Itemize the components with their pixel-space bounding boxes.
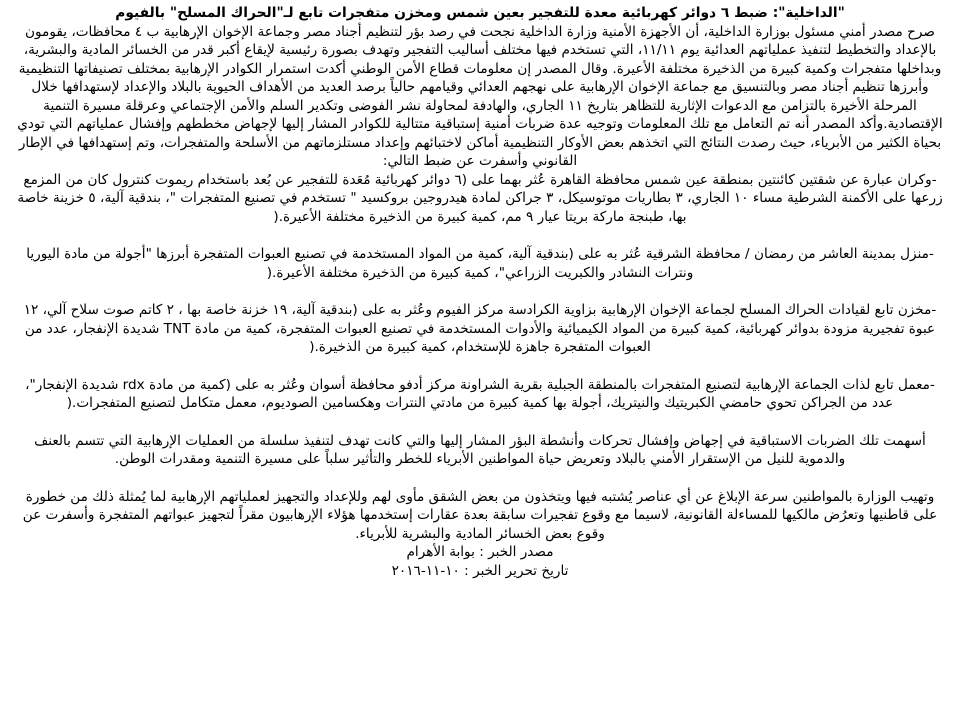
article-conclusion: أسهمت تلك الضربات الاستباقية في إجهاض وإفشال تحركات وأنشطة البؤر المشار إليها والتي كانت تهدف لتنفيذ سلسلة من العمليات الإرهابية التي تتسم بالعنف والدموية للنيل من الإستقرار الأمني بالبلاد وتعريض حياة المواطنين الأبرياء للخطر والتأثير سلباً على مسيرة التنمية ومقدرات الوطن.	[34, 432, 926, 467]
spacer	[14, 469, 946, 488]
spacer	[14, 413, 946, 432]
article-date: تاريخ تحرير الخبر : ١٠-١١-٢٠١٦	[391, 562, 569, 579]
spacer	[14, 282, 946, 301]
spacer	[14, 357, 946, 376]
article-title: "الداخلية": ضبط ٦ دوائر كهربائية معدة للتفجير بعين شمس ومخزن متفجرات تابع لـ"الحراك المسلح" بالفيوم	[115, 5, 845, 21]
seizure-item-ain-shams: -وكران عبارة عن شقتين كائنتين بمنطقة عين شمس محافظة القاهرة عُثر بهما على (٦ دوائر كهربائية مُعَدة للتفجير عن بُعد باستخدام ريموت كنترول كان من المزمع زرعها على الأكمنة الشرطية مساء ١٠ الجاري، ٣ بطاريات موتوسيكل، ٣ جراكن لمادة هيدروجين بروكسيد " تستخدم في تصنيع المتفجرات "، بندقية آلية، ٥ خزينة خاصة بها، طبنجة ماركة بريتا عيار ٩ مم، كمية كبيرة من الذخيرة مختلفة الأعيرة.(	[17, 171, 943, 225]
seizure-item-aswan: -معمل تابع لذات الجماعة الإرهابية لتصنيع المتفجرات بالمنطقة الجبلية بقرية الشراونة مركز أدفو محافظة أسوان وعُثر به على (كمية من مادة rdx شديدة الإنفجار"، عدد من الجراكن تحوي حامضي الكبريتيك والنيتريك، أجولة بها كمية كبيرة من مادتي النترات وهكسامين الصوديوم، معمل متكامل لتصنيع المتفجرات.(	[25, 376, 935, 411]
article-intro: صرح مصدر أمني مسئول بوزارة الداخلية، أن الأجهزة الأمنية وزارة الداخلية نجحت في رصد بؤر لتنظيم أجناد مصر وجماعة الإخوان الإرهابية ب ٤ محافظات، يقومون بالإعداد والتخطيط لتنفيذ عملياتهم العدائية يوم ١١/١١، التي تستخدم فيها مختلف أساليب التفجير وتهدف بصورة رئيسية لإيقاع أكبر قدر من الخسائر المادية والبشرية، وبداخلها متفجرات وكمية كبيرة من الذخيرة مختلفة الأعيرة. وقال المصدر إن معلومات قطاع الأمن الوطني أكدت استمرار الكوادر الإرهابية بمختلف تصنيفاتها التنظيمية وأبرزها تنظيم أجناد مصر وبالتنسيق مع جماعة الإخوان الإرهابية على نهجهم العدائي وقيامهم حالياً برصد العديد من الأهداف الحيوية بالبلاد والإعداد لإستهدافها خلال المرحلة الأخيرة بالتزامن مع الدعوات الإثارية للتظاهر بتاريخ ١١ الجاري، والهادفة لمحاولة نشر الفوضى وتكدير السلم والأمن الإجتماعي وعرقلة مسيرة التنمية الإقتصادية.وأكد المصدر أنه تم التعامل مع تلك المعلومات وتوجيه عدة ضربات أمنية إستباقية متتالية للكوادر المشار إليها لإجهاض مخططهم وإفشال عملياتهم التي تودي بحياة الكثير من الأبرياء، حيث رصدت النتائج التي اتخذهم بعض الأوكار التنظيمية أماكن لاختبائهم وإعداد مستلزماتهم من الأسلحة والمتفجرات، وتم إستهدافها في الإطار القانوني وأسفرت عن ضبط التالي:	[17, 23, 943, 169]
seizure-item-sharqia: -منزل بمدينة العاشر من رمضان / محافظة الشرقية عُثر به على (بندقية آلية، كمية من المواد المستخدمة في تصنيع العبوات المتفجرة أبرزها "أجولة من مادة اليوريا ونترات النشادر والكبريت الزراعي"، كمية كبيرة من الذخيرة مختلفة الأعيرة.(	[26, 246, 934, 281]
article-appeal: وتهيب الوزارة بالمواطنين سرعة الإبلاغ عن أي عناصر يُشتبه فيها ويتخذون من بعض الشقق مأوى لهم وللإعداد والتجهيز لعملياتهم الإرهابية لما يُمثلة ذلك من خطورة على قاطنيها وتعرُض مالكيها للمساءلة القانونية، لاسيما مع وقوع تفجيرات سابقة بعدة عقارات إستخدمها هؤلاء الإرهابيون مقراً لتجهيز عبواتهم المتفجرة وأسفرت عن وقوع بعض الخسائر المادية والبشرية للأبرياء.	[22, 488, 938, 542]
spacer	[14, 226, 946, 245]
article-source: مصدر الخبر : بوابة الأهرام	[406, 544, 554, 560]
seizure-item-fayoum: -مخزن تابع لقيادات الحراك المسلح لجماعة الإخوان الإرهابية بزاوية الكرادسة مركز الفيوم وعُثر به على (بندقية آلية، ١٩ خزنة خاصة بها ، ٢ كاتم صوت سلاح آلي، ١٢ عبوة تفجيرية مزودة بدوائر كهربائية، كمية كبيرة من المواد الكيميائية والأدوات المستخدمة في تصنيع العبوات المتفجرة، كمية من مادة TNT شديدة الإنفجار، عدد من العبوات المتفجرة جاهزة للإستخدام، كمية كبيرة من الذخيرة.(	[23, 302, 937, 355]
